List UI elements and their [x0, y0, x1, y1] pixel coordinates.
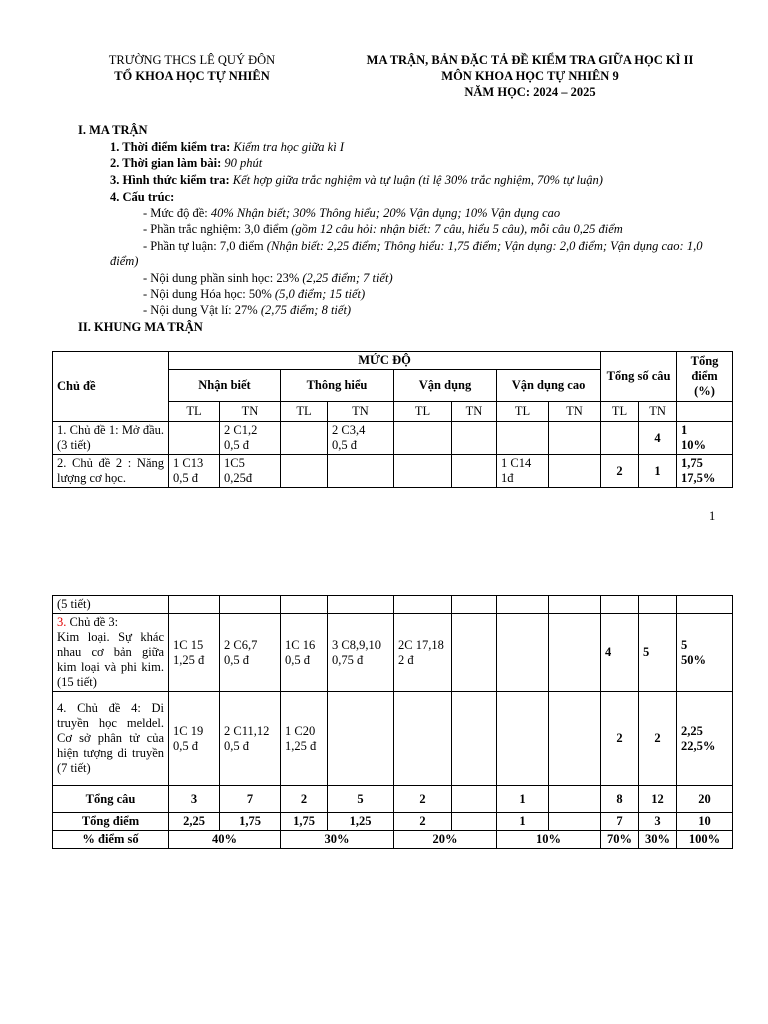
cell: 2 C11,12 0,5 đ	[220, 692, 281, 786]
cell	[452, 692, 497, 786]
info-value: Kết hợp giữa trắc nghiệm và tự luận (tỉ lệ 30% trắc nghiệm, 70% tự luận)	[232, 173, 603, 187]
cell: 1,25	[328, 813, 394, 831]
table-row	[53, 422, 733, 455]
cell: 1C 15 1,25 đ	[169, 614, 220, 692]
cell	[452, 786, 497, 813]
cell	[497, 422, 549, 455]
struct-value: (5,0 điểm; 15 tiết)	[274, 287, 366, 301]
struct-label: - Nội dung phần sinh học: 23%	[143, 271, 303, 285]
cell	[601, 422, 639, 455]
tong-cau-row	[53, 786, 733, 813]
cell	[394, 596, 452, 614]
struct-tu-luan	[143, 238, 702, 254]
matrix-table-page2	[52, 595, 733, 849]
cell: 20%	[394, 831, 497, 849]
header-van-dung: Vận dụng	[394, 370, 497, 402]
struct-label: - Phần trắc nghiệm: 3,0 điểm	[143, 222, 292, 236]
cell: 1C 19 0,5 đ	[169, 692, 220, 786]
struct-label: - Nội dung Vật lí: 27%	[143, 303, 261, 317]
cell	[328, 455, 394, 488]
header-van-dung-cao: Vận dụng cao	[497, 370, 601, 402]
cell	[497, 614, 549, 692]
header-tn: TN	[452, 402, 497, 422]
cell: 3 C8,9,10 0,75 đ	[328, 614, 394, 692]
cell	[601, 596, 639, 614]
cell: 40%	[169, 831, 281, 849]
department-name: TỔ KHOA HỌC TỰ NHIÊN	[114, 69, 270, 83]
cell	[328, 692, 394, 786]
cell	[549, 813, 601, 831]
header-tl: TL	[497, 402, 549, 422]
header-muc-do: MỨC ĐỘ	[169, 352, 601, 370]
school-header	[92, 52, 292, 84]
topic-cell: 1. Chủ đề 1: Mở đầu. (3 tiết)	[53, 422, 169, 455]
header-chu-de: Chủ đề	[53, 352, 169, 422]
cell: 1	[639, 455, 677, 488]
info-item-3	[110, 172, 603, 188]
cell: 1	[497, 786, 549, 813]
cell	[281, 422, 328, 455]
cell	[549, 422, 601, 455]
page-number: 1	[709, 509, 716, 523]
info-label: 2. Thời gian làm bài:	[110, 156, 225, 170]
info-item-4: 4. Cấu trúc:	[110, 190, 175, 204]
struct-label: - Nội dung Hóa học: 50%	[143, 287, 275, 301]
info-value: 90 phút	[224, 156, 263, 170]
row-label: Tổng điểm	[53, 813, 169, 831]
info-label: 3. Hình thức kiểm tra:	[110, 173, 233, 187]
section-1-heading: I. MA TRẬN	[78, 123, 148, 137]
header-tn: TN	[220, 402, 281, 422]
cell	[549, 614, 601, 692]
header-tl: TL	[601, 402, 639, 422]
title-line-3: NĂM HỌC: 2024 – 2025	[464, 85, 596, 99]
cell: 1 C13 0,5 đ	[169, 455, 220, 488]
header-tong-diem: Tổng điểm (%)	[677, 352, 733, 402]
cell: 2 C3,4 0,5 đ	[328, 422, 394, 455]
cell: 2	[601, 455, 639, 488]
struct-tu-luan-cont: điểm)	[110, 254, 139, 268]
cell: 4	[601, 614, 639, 692]
header-nhan-biet: Nhận biết	[169, 370, 281, 402]
table-row	[53, 614, 733, 692]
cell: 3	[169, 786, 220, 813]
cell	[549, 596, 601, 614]
table-row	[53, 692, 733, 786]
cell	[328, 596, 394, 614]
cell: 1,75	[281, 813, 328, 831]
cell: 10%	[497, 831, 601, 849]
section-2-heading: II. KHUNG MA TRẬN	[78, 320, 203, 334]
row-label: Tổng câu	[53, 786, 169, 813]
cell: 30%	[281, 831, 394, 849]
cell: 2 C6,7 0,5 đ	[220, 614, 281, 692]
cell: 2 C1,2 0,5 đ	[220, 422, 281, 455]
cell: 2,25	[169, 813, 220, 831]
header-tn: TN	[328, 402, 394, 422]
cell	[452, 614, 497, 692]
cell: 70%	[601, 831, 639, 849]
struct-label: - Phần tự luận: 7,0 điểm	[143, 239, 267, 253]
table-row	[53, 596, 733, 614]
cell: 12	[639, 786, 677, 813]
empty-cell	[677, 402, 733, 422]
cell: 7	[220, 786, 281, 813]
document-title	[330, 52, 730, 100]
info-item-2	[110, 155, 262, 171]
cell	[549, 786, 601, 813]
header-tn: TN	[639, 402, 677, 422]
header-tong-so-cau: Tổng số câu	[601, 352, 677, 402]
cell	[452, 422, 497, 455]
cell: 1,75	[220, 813, 281, 831]
cell: 2	[601, 692, 639, 786]
cell: 2,25 22,5%	[677, 692, 733, 786]
cell: 1 C14 1đ	[497, 455, 549, 488]
cell: 1,75 17,5%	[677, 455, 733, 488]
header-tn: TN	[549, 402, 601, 422]
phan-tram-row	[53, 831, 733, 849]
struct-value: (2,75 điểm; 8 tiết)	[260, 303, 352, 317]
cell: 2	[281, 786, 328, 813]
cell	[452, 813, 497, 831]
cell	[639, 596, 677, 614]
header-tl: TL	[394, 402, 452, 422]
header-tl: TL	[169, 402, 220, 422]
cell: 1 C20 1,25 đ	[281, 692, 328, 786]
cell	[169, 596, 220, 614]
header-thong-hieu: Thông hiểu	[281, 370, 394, 402]
cell: 3	[639, 813, 677, 831]
topic-cell: 4. Chủ đề 4: Di truyền học meldel. Cơ sở phân tử của hiện tượng di truyền (7 tiết)	[53, 692, 169, 786]
cell	[394, 692, 452, 786]
topic-cell: 2. Chủ đề 2 : Năng lượng cơ học.	[53, 455, 169, 488]
cell	[452, 455, 497, 488]
cell: 1C 16 0,5 đ	[281, 614, 328, 692]
topic-cell: (5 tiết)	[53, 596, 169, 614]
topic-cell: 3. Chủ đề 3: Kim loại. Sự khác nhau cơ bản giữa kim loại và phi kim. (15 tiết)	[53, 614, 169, 692]
cell	[497, 692, 549, 786]
struct-li	[143, 302, 351, 318]
cell: 2	[394, 813, 452, 831]
cell	[452, 596, 497, 614]
cell	[394, 422, 452, 455]
title-line-2: MÔN KHOA HỌC TỰ NHIÊN 9	[441, 69, 619, 83]
struct-trac-nghiem	[143, 221, 623, 237]
struct-value: 40% Nhận biết; 30% Thông hiểu; 20% Vận dụng; 10% Vận dụng cao	[210, 206, 561, 220]
cell: 30%	[639, 831, 677, 849]
cell	[677, 596, 733, 614]
cell: 1 10%	[677, 422, 733, 455]
row-label: % điểm số	[53, 831, 169, 849]
cell	[220, 596, 281, 614]
cell: 4	[639, 422, 677, 455]
struct-value: (Nhận biết: 2,25 điểm; Thông hiểu: 1,75 điểm; Vận dụng: 2,0 điểm; Vận dụng cao: 1,0	[266, 239, 703, 253]
cell	[394, 455, 452, 488]
cell: 7	[601, 813, 639, 831]
cell: 2	[639, 692, 677, 786]
info-label: 1. Thời điểm kiểm tra:	[110, 140, 234, 154]
cell: 5 50%	[677, 614, 733, 692]
cell: 10	[677, 813, 733, 831]
struct-sinh	[143, 270, 393, 286]
info-item-1	[110, 139, 344, 155]
struct-muc-do	[143, 205, 560, 221]
header-tl: TL	[281, 402, 328, 422]
struct-hoa	[143, 286, 365, 302]
cell: 8	[601, 786, 639, 813]
cell	[281, 596, 328, 614]
title-line-1: MA TRẬN, BẢN ĐẶC TẢ ĐỀ KIỂM TRA GIỮA HỌC KÌ II	[366, 53, 694, 67]
cell: 20	[677, 786, 733, 813]
cell	[169, 422, 220, 455]
tong-diem-row	[53, 813, 733, 831]
cell: 2	[394, 786, 452, 813]
cell	[549, 692, 601, 786]
info-value: Kiểm tra học giữa kì I	[233, 140, 344, 154]
cell: 5	[639, 614, 677, 692]
table-row	[53, 455, 733, 488]
cell: 5	[328, 786, 394, 813]
cell: 1C5 0,25đ	[220, 455, 281, 488]
cell	[281, 455, 328, 488]
struct-value: (2,25 điểm; 7 tiết)	[302, 271, 393, 285]
cell	[497, 596, 549, 614]
school-name: TRƯỜNG THCS LÊ QUÝ ĐÔN	[108, 53, 276, 67]
cell: 1	[497, 813, 549, 831]
struct-value: (gồm 12 câu hỏi: nhận biết: 7 câu, hiểu 5 câu), mỗi câu 0,25 điểm	[291, 222, 623, 236]
cell: 100%	[677, 831, 733, 849]
struct-label: - Mức độ đề:	[143, 206, 211, 220]
cell: 2C 17,18 2 đ	[394, 614, 452, 692]
matrix-table-page1	[52, 351, 733, 488]
cell	[549, 455, 601, 488]
